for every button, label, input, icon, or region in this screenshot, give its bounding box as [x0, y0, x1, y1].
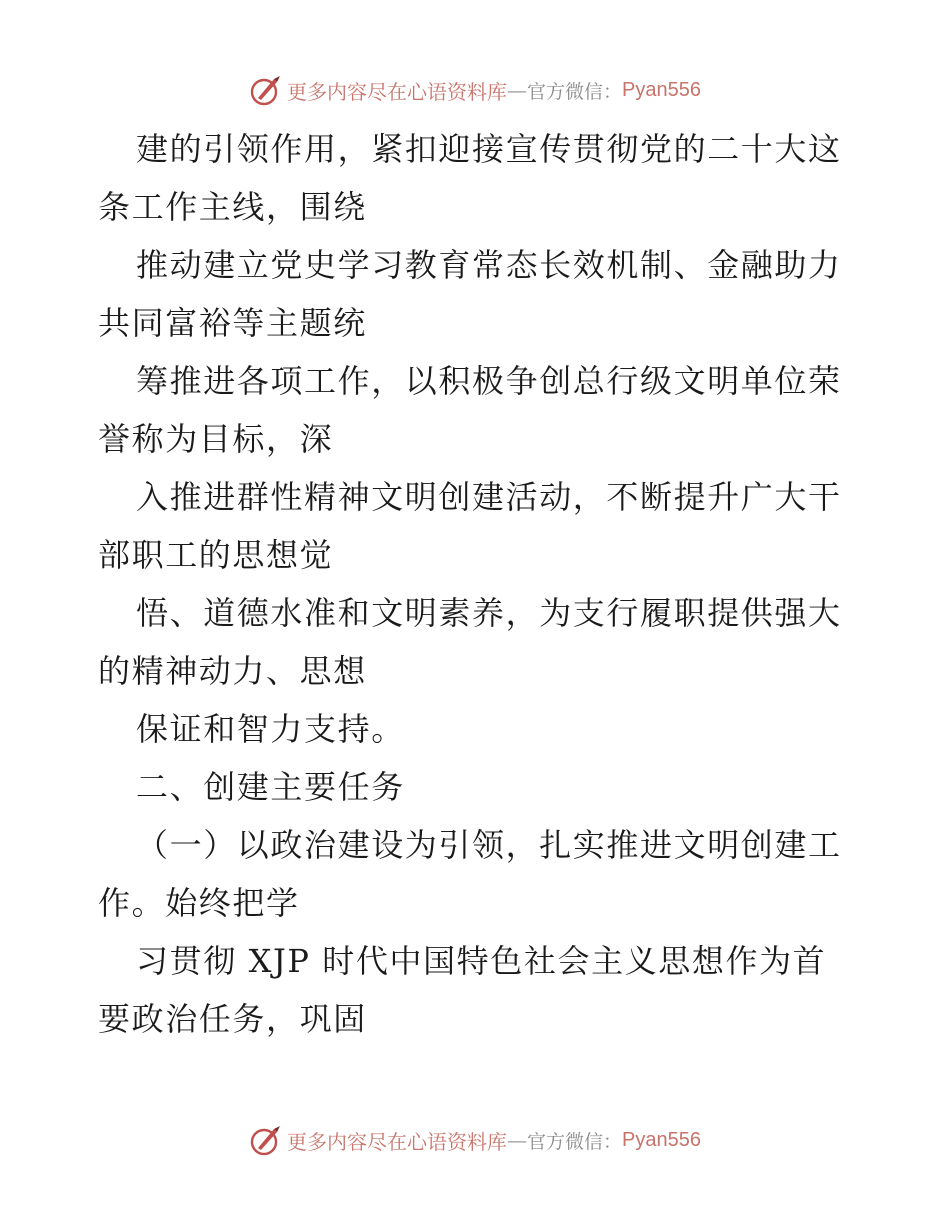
- body-line: 作。始终把学: [98, 884, 300, 922]
- body-line: 悟、道德水准和文明素养，为支行履职提供强大: [136, 594, 842, 632]
- quill-pen-icon: [249, 73, 283, 107]
- footer-wechat-label: 官方微信：: [527, 1130, 623, 1153]
- body-line: 保证和智力支持。: [136, 710, 405, 748]
- header-banner-text: 更多内容尽在心语资料库: [287, 79, 507, 104]
- body-line: 条工作主线，围绕: [98, 188, 367, 226]
- footer-wechat-id: Pyan556: [622, 1128, 701, 1151]
- header-banner: [0, 70, 950, 110]
- body-line: 推动建立党史学习教育常态长效机制、金融助力: [136, 246, 842, 284]
- body-line: 的精神动力、思想: [98, 652, 367, 690]
- footer-banner-separator: —: [507, 1128, 527, 1152]
- body-line: 要政治任务，巩固: [98, 1000, 367, 1038]
- header-wechat-label: 官方微信：: [527, 80, 623, 103]
- body-line: （一）以政治建设为引领，扎实推进文明创建工: [136, 826, 842, 864]
- footer-banner-text: 更多内容尽在心语资料库: [287, 1129, 507, 1154]
- body-line: 建的引领作用，紧扣迎接宣传贯彻党的二十大这: [136, 130, 842, 168]
- body-line: 入推进群性精神文明创建活动，不断提升广大干: [136, 478, 842, 516]
- body-line: 二、创建主要任务: [136, 768, 405, 806]
- body-line: 誉称为目标，深: [98, 420, 334, 458]
- body-line: 筹推进各项工作，以积极争创总行级文明单位荣: [136, 362, 842, 400]
- body-line: 共同富裕等主题统: [98, 304, 367, 342]
- footer-banner: [0, 1120, 950, 1160]
- header-wechat-id: Pyan556: [622, 78, 701, 101]
- body-line: 习贯彻 XJP 时代中国特色社会主义思想作为首: [136, 942, 827, 980]
- quill-pen-icon: [249, 1123, 283, 1157]
- header-banner-separator: —: [507, 78, 527, 102]
- document-body: [98, 120, 858, 1048]
- body-line: 部职工的思想觉: [98, 536, 334, 574]
